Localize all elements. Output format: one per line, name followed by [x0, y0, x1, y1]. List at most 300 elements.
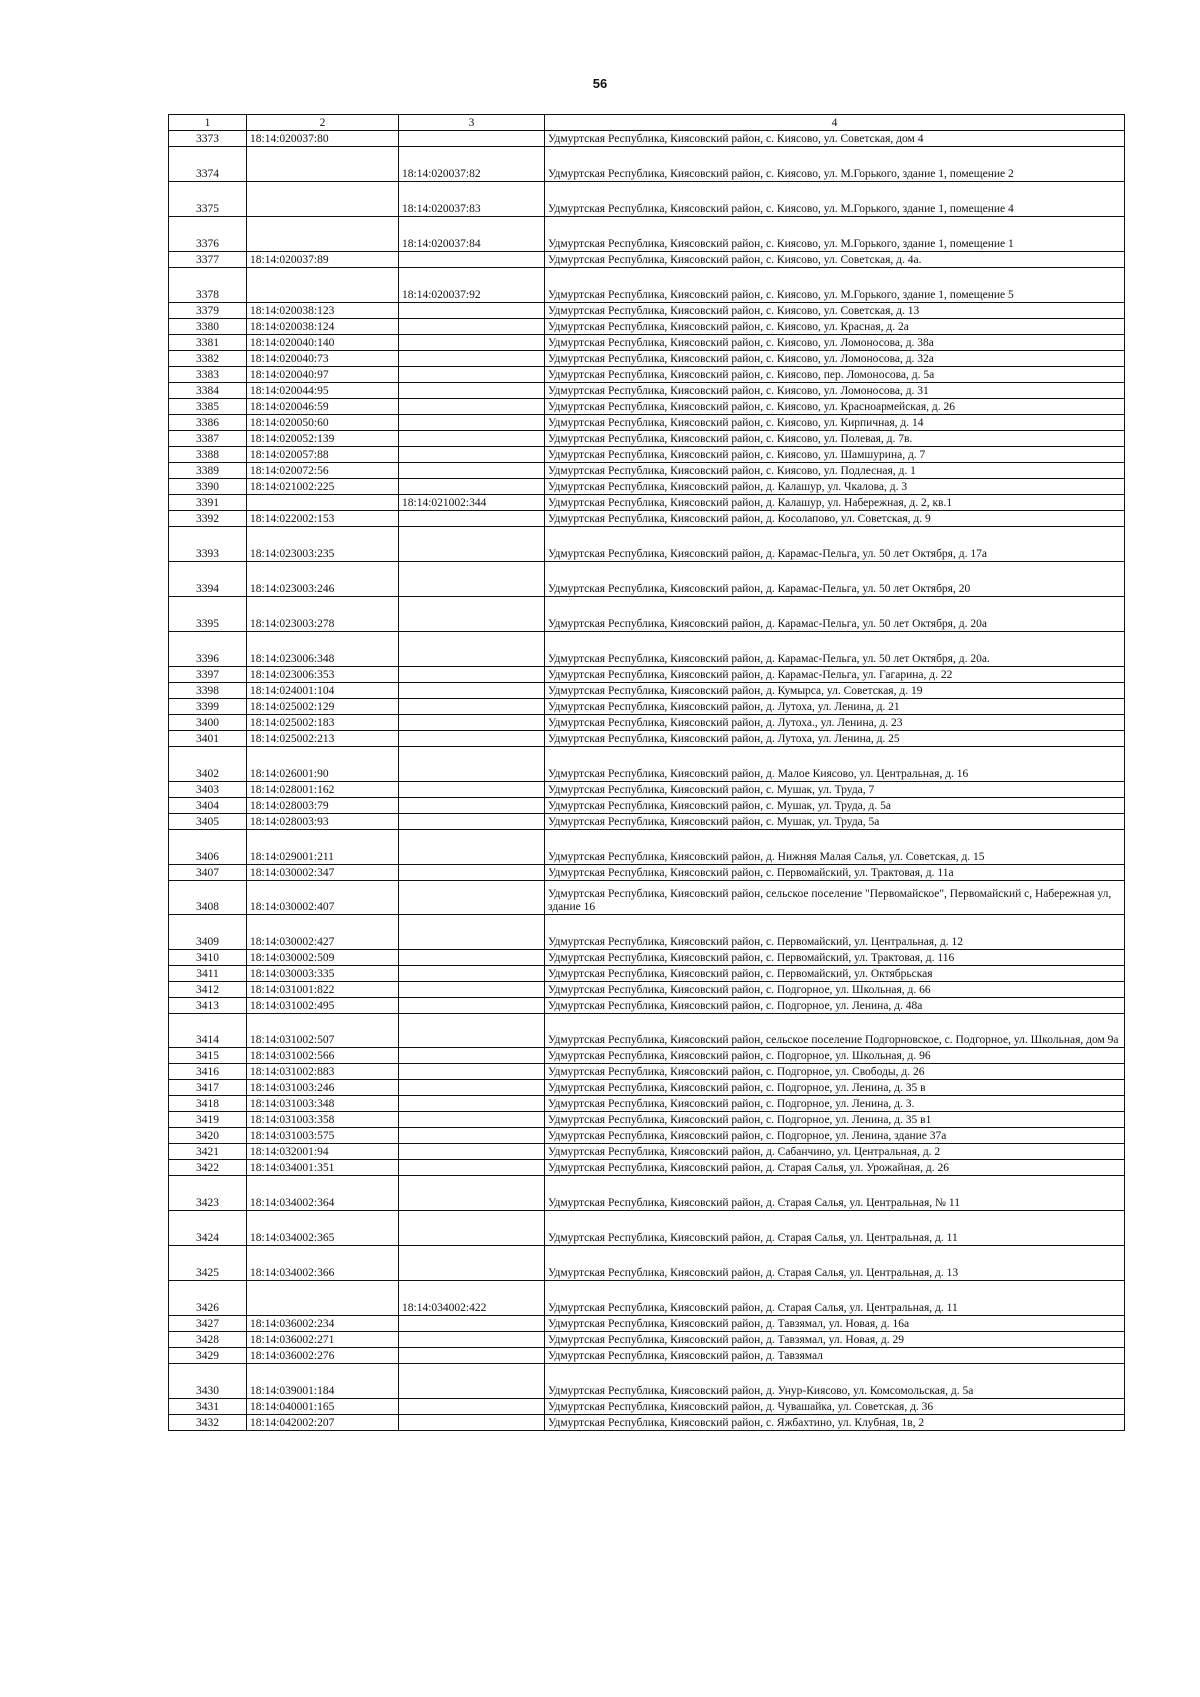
cadastral-number-cell: 18:14:031002:495 — [247, 998, 399, 1014]
row-number-cell: 3374 — [169, 147, 247, 182]
row-number-cell: 3425 — [169, 1246, 247, 1281]
building-cadastral-cell — [399, 1364, 545, 1399]
building-cadastral-cell — [399, 683, 545, 699]
table-row — [169, 182, 1125, 217]
building-cadastral-cell: 18:14:020037:83 — [399, 182, 545, 217]
column-header-3: 3 — [399, 115, 545, 131]
table-row — [169, 814, 1125, 830]
building-cadastral-cell — [399, 1128, 545, 1144]
address-cell: Удмуртская Республика, Киясовский район, с. Первомайский, ул. Трактовая, д. 11а — [545, 865, 1125, 881]
address-cell: Удмуртская Республика, Киясовский район, с. Киясово, ул. Шамшурина, д. 7 — [545, 447, 1125, 463]
cadastral-number-cell: 18:14:030002:347 — [247, 865, 399, 881]
row-number-cell: 3415 — [169, 1048, 247, 1064]
row-number-cell: 3418 — [169, 1096, 247, 1112]
cadastral-number-cell: 18:14:031001:822 — [247, 982, 399, 998]
table-row — [169, 463, 1125, 479]
table-row — [169, 562, 1125, 597]
building-cadastral-cell — [399, 1112, 545, 1128]
cadastral-number-cell: 18:14:020038:123 — [247, 303, 399, 319]
cadastral-number-cell: 18:14:031003:348 — [247, 1096, 399, 1112]
table-row — [169, 1014, 1125, 1048]
row-number-cell: 3375 — [169, 182, 247, 217]
cadastral-number-cell — [247, 217, 399, 252]
table-row — [169, 1096, 1125, 1112]
table-row — [169, 1064, 1125, 1080]
building-cadastral-cell — [399, 1048, 545, 1064]
table-row — [169, 335, 1125, 351]
address-cell: Удмуртская Республика, Киясовский район, д. Чувашайка, ул. Советская, д. 36 — [545, 1399, 1125, 1415]
building-cadastral-cell — [399, 1211, 545, 1246]
row-number-cell: 3410 — [169, 950, 247, 966]
cadastral-number-cell: 18:14:023006:353 — [247, 667, 399, 683]
table-row — [169, 1080, 1125, 1096]
cadastral-number-cell: 18:14:036002:271 — [247, 1332, 399, 1348]
address-cell: Удмуртская Республика, Киясовский район, с. Киясово, ул. Советская, дом 4 — [545, 131, 1125, 147]
building-cadastral-cell — [399, 319, 545, 335]
cadastral-number-cell: 18:14:020040:73 — [247, 351, 399, 367]
row-number-cell: 3378 — [169, 268, 247, 303]
address-cell: Удмуртская Республика, Киясовский район, с. Подгорное, ул. Школьная, д. 96 — [545, 1048, 1125, 1064]
address-cell: Удмуртская Республика, Киясовский район, д. Лутоха, ул. Ленина, д. 21 — [545, 699, 1125, 715]
building-cadastral-cell — [399, 1415, 545, 1431]
address-cell: Удмуртская Республика, Киясовский район, д. Тавзямал — [545, 1348, 1125, 1364]
building-cadastral-cell — [399, 415, 545, 431]
row-number-cell: 3411 — [169, 966, 247, 982]
address-cell: Удмуртская Республика, Киясовский район, д. Карамас-Пельга, ул. Гагарина, д. 22 — [545, 667, 1125, 683]
building-cadastral-cell — [399, 479, 545, 495]
building-cadastral-cell — [399, 511, 545, 527]
row-number-cell: 3399 — [169, 699, 247, 715]
building-cadastral-cell — [399, 1080, 545, 1096]
cadastral-number-cell: 18:14:031003:575 — [247, 1128, 399, 1144]
cadastral-number-cell: 18:14:032001:94 — [247, 1144, 399, 1160]
table-row — [169, 1144, 1125, 1160]
row-number-cell: 3376 — [169, 217, 247, 252]
table-row — [169, 1176, 1125, 1211]
row-number-cell: 3417 — [169, 1080, 247, 1096]
building-cadastral-cell — [399, 998, 545, 1014]
row-number-cell: 3406 — [169, 830, 247, 865]
address-cell: Удмуртская Республика, Киясовский район, с. Киясово, ул. Подлесная, д. 1 — [545, 463, 1125, 479]
address-cell: Удмуртская Республика, Киясовский район, с. Киясово, ул. М.Горького, здание 1, помещение 5 — [545, 268, 1125, 303]
table-row — [169, 431, 1125, 447]
table-row — [169, 1348, 1125, 1364]
address-cell: Удмуртская Республика, Киясовский район, д. Тавзямал, ул. Новая, д. 29 — [545, 1332, 1125, 1348]
address-cell: Удмуртская Республика, Киясовский район, с. Киясово, ул. Полевая, д. 7в. — [545, 431, 1125, 447]
row-number-cell: 3424 — [169, 1211, 247, 1246]
row-number-cell: 3384 — [169, 383, 247, 399]
row-number-cell: 3379 — [169, 303, 247, 319]
address-cell: Удмуртская Республика, Киясовский район, с. Подгорное, ул. Ленина, д. 35 в1 — [545, 1112, 1125, 1128]
building-cadastral-cell — [399, 383, 545, 399]
address-cell: Удмуртская Республика, Киясовский район, д. Карамас-Пельга, ул. 50 лет Октября, д. 20а — [545, 597, 1125, 632]
cadastral-number-cell: 18:14:020037:89 — [247, 252, 399, 268]
building-cadastral-cell — [399, 303, 545, 319]
address-cell: Удмуртская Республика, Киясовский район, д. Калашур, ул. Чкалова, д. 3 — [545, 479, 1125, 495]
building-cadastral-cell — [399, 562, 545, 597]
table-row — [169, 268, 1125, 303]
address-cell: Удмуртская Республика, Киясовский район, с. Подгорное, ул. Ленина, д. 48а — [545, 998, 1125, 1014]
address-cell: Удмуртская Республика, Киясовский район, д. Сабанчино, ул. Центральная, д. 2 — [545, 1144, 1125, 1160]
cadastral-number-cell: 18:14:020046:59 — [247, 399, 399, 415]
row-number-cell: 3423 — [169, 1176, 247, 1211]
building-cadastral-cell — [399, 881, 545, 915]
table-row — [169, 1048, 1125, 1064]
column-header-1: 1 — [169, 115, 247, 131]
table-row — [169, 865, 1125, 881]
cadastral-number-cell: 18:14:020052:139 — [247, 431, 399, 447]
table-row — [169, 597, 1125, 632]
cadastral-number-cell: 18:14:025002:183 — [247, 715, 399, 731]
cadastral-number-cell: 18:14:020038:124 — [247, 319, 399, 335]
row-number-cell: 3390 — [169, 479, 247, 495]
cadastral-number-cell: 18:14:023003:278 — [247, 597, 399, 632]
row-number-cell: 3426 — [169, 1281, 247, 1316]
table-row — [169, 399, 1125, 415]
row-number-cell: 3414 — [169, 1014, 247, 1048]
building-cadastral-cell — [399, 335, 545, 351]
building-cadastral-cell — [399, 1176, 545, 1211]
building-cadastral-cell — [399, 731, 545, 747]
row-number-cell: 3386 — [169, 415, 247, 431]
row-number-cell: 3431 — [169, 1399, 247, 1415]
building-cadastral-cell: 18:14:034002:422 — [399, 1281, 545, 1316]
cadastral-number-cell: 18:14:022002:153 — [247, 511, 399, 527]
cadastral-number-cell: 18:14:023003:235 — [247, 527, 399, 562]
address-cell: Удмуртская Республика, Киясовский район, с. Подгорное, ул. Ленина, здание 37а — [545, 1128, 1125, 1144]
row-number-cell: 3408 — [169, 881, 247, 915]
row-number-cell: 3393 — [169, 527, 247, 562]
address-cell: Удмуртская Республика, Киясовский район, д. Старая Салья, ул. Центральная, д. 11 — [545, 1281, 1125, 1316]
row-number-cell: 3427 — [169, 1316, 247, 1332]
cadastral-number-cell: 18:14:036002:234 — [247, 1316, 399, 1332]
cadastral-number-cell: 18:14:031002:507 — [247, 1014, 399, 1048]
row-number-cell: 3412 — [169, 982, 247, 998]
table-row — [169, 131, 1125, 147]
address-cell: Удмуртская Республика, Киясовский район, с. Киясово, ул. Советская, д. 4а. — [545, 252, 1125, 268]
row-number-cell: 3398 — [169, 683, 247, 699]
address-cell: Удмуртская Республика, Киясовский район, с. Мушак, ул. Труда, д. 5а — [545, 798, 1125, 814]
cadastral-number-cell: 18:14:025002:213 — [247, 731, 399, 747]
address-cell: Удмуртская Республика, Киясовский район, с. Киясово, ул. Красная, д. 2а — [545, 319, 1125, 335]
cadastral-number-cell: 18:14:028001:162 — [247, 782, 399, 798]
address-cell: Удмуртская Республика, Киясовский район, с. Киясово, ул. Ломоносова, д. 38а — [545, 335, 1125, 351]
row-number-cell: 3395 — [169, 597, 247, 632]
cadastral-number-cell: 18:14:020050:60 — [247, 415, 399, 431]
address-cell: Удмуртская Республика, Киясовский район, д. Тавзямал, ул. Новая, д. 16а — [545, 1316, 1125, 1332]
table-row — [169, 252, 1125, 268]
building-cadastral-cell — [399, 463, 545, 479]
table-row — [169, 798, 1125, 814]
building-cadastral-cell — [399, 950, 545, 966]
row-number-cell: 3400 — [169, 715, 247, 731]
address-cell: Удмуртская Республика, Киясовский район, с. Первомайский, ул. Центральная, д. 12 — [545, 915, 1125, 950]
building-cadastral-cell — [399, 527, 545, 562]
building-cadastral-cell — [399, 131, 545, 147]
row-number-cell: 3380 — [169, 319, 247, 335]
table-row — [169, 747, 1125, 782]
address-cell: Удмуртская Республика, Киясовский район, д. Кумырса, ул. Советская, д. 19 — [545, 683, 1125, 699]
address-cell: Удмуртская Республика, Киясовский район, с. Киясово, пер. Ломоносова, д. 5а — [545, 367, 1125, 383]
table-row — [169, 511, 1125, 527]
row-number-cell: 3387 — [169, 431, 247, 447]
cadastral-number-cell: 18:14:031002:566 — [247, 1048, 399, 1064]
building-cadastral-cell — [399, 632, 545, 667]
table-row — [169, 715, 1125, 731]
table-row — [169, 1364, 1125, 1399]
table-row — [169, 303, 1125, 319]
table-row — [169, 881, 1125, 915]
row-number-cell: 3422 — [169, 1160, 247, 1176]
address-cell: Удмуртская Республика, Киясовский район, д. Старая Салья, ул. Центральная, № 11 — [545, 1176, 1125, 1211]
building-cadastral-cell — [399, 699, 545, 715]
address-cell: Удмуртская Республика, Киясовский район, с. Киясово, ул. Советская, д. 13 — [545, 303, 1125, 319]
cadastral-number-cell: 18:14:036002:276 — [247, 1348, 399, 1364]
address-cell: Удмуртская Республика, Киясовский район, д. Малое Киясово, ул. Центральная, д. 16 — [545, 747, 1125, 782]
cadastral-number-cell: 18:14:029001:211 — [247, 830, 399, 865]
table-row — [169, 830, 1125, 865]
page-number: 56 — [592, 76, 608, 91]
cadastral-number-cell: 18:14:042002:207 — [247, 1415, 399, 1431]
table-row — [169, 495, 1125, 511]
row-number-cell: 3404 — [169, 798, 247, 814]
row-number-cell: 3392 — [169, 511, 247, 527]
table-row — [169, 319, 1125, 335]
address-cell: Удмуртская Республика, Киясовский район, с. Мушак, ул. Труда, 7 — [545, 782, 1125, 798]
table-body — [169, 131, 1125, 1431]
row-number-cell: 3420 — [169, 1128, 247, 1144]
address-cell: Удмуртская Республика, Киясовский район, с. Мушак, ул. Труда, 5а — [545, 814, 1125, 830]
address-cell: Удмуртская Республика, Киясовский район, с. Подгорное, ул. Ленина, д. 35 в — [545, 1080, 1125, 1096]
row-number-cell: 3397 — [169, 667, 247, 683]
table-row — [169, 998, 1125, 1014]
address-cell: Удмуртская Республика, Киясовский район, с. Подгорное, ул. Ленина, д. 3. — [545, 1096, 1125, 1112]
cadastral-number-cell: 18:14:040001:165 — [247, 1399, 399, 1415]
row-number-cell: 3383 — [169, 367, 247, 383]
cadastral-number-cell — [247, 268, 399, 303]
cadastral-number-cell: 18:14:028003:79 — [247, 798, 399, 814]
address-cell: Удмуртская Республика, Киясовский район, сельское поселение Подгорновское, с. Подгорное, ул. Школьная, дом 9а — [545, 1014, 1125, 1048]
cadastral-number-cell: 18:14:028003:93 — [247, 814, 399, 830]
address-cell: Удмуртская Республика, Киясовский район, с. Киясово, ул. Ломоносова, д. 32а — [545, 351, 1125, 367]
table-row — [169, 915, 1125, 950]
table-row — [169, 217, 1125, 252]
table-row — [169, 1211, 1125, 1246]
table-row — [169, 1332, 1125, 1348]
row-number-cell: 3413 — [169, 998, 247, 1014]
building-cadastral-cell — [399, 351, 545, 367]
building-cadastral-cell — [399, 447, 545, 463]
cadastral-number-cell: 18:14:034001:351 — [247, 1160, 399, 1176]
building-cadastral-cell — [399, 966, 545, 982]
building-cadastral-cell — [399, 814, 545, 830]
table-row — [169, 479, 1125, 495]
column-header-4: 4 — [545, 115, 1125, 131]
building-cadastral-cell — [399, 667, 545, 683]
address-cell: Удмуртская Республика, Киясовский район, с. Яжбахтино, ул. Клубная, 1в, 2 — [545, 1415, 1125, 1431]
building-cadastral-cell: 18:14:020037:84 — [399, 217, 545, 252]
address-cell: Удмуртская Республика, Киясовский район, с. Киясово, ул. Кирпичная, д. 14 — [545, 415, 1125, 431]
cadastral-number-cell: 18:14:020037:80 — [247, 131, 399, 147]
row-number-cell: 3430 — [169, 1364, 247, 1399]
address-cell: Удмуртская Республика, Киясовский район, д. Старая Салья, ул. Центральная, д. 11 — [545, 1211, 1125, 1246]
building-cadastral-cell — [399, 747, 545, 782]
cadastral-number-cell: 18:14:031003:246 — [247, 1080, 399, 1096]
table-row — [169, 447, 1125, 463]
address-cell: Удмуртская Республика, Киясовский район, с. Киясово, ул. М.Горького, здание 1, помещение 4 — [545, 182, 1125, 217]
cadastral-number-cell: 18:14:030002:427 — [247, 915, 399, 950]
cadastral-number-cell: 18:14:030002:407 — [247, 881, 399, 915]
cadastral-number-cell: 18:14:039001:184 — [247, 1364, 399, 1399]
table-row — [169, 1415, 1125, 1431]
address-cell: Удмуртская Республика, Киясовский район, сельское поселение "Первомайское", Первомайский с, Набережная ул, здание 16 — [545, 881, 1125, 915]
address-cell: Удмуртская Республика, Киясовский район, с. Подгорное, ул. Школьная, д. 66 — [545, 982, 1125, 998]
address-cell: Удмуртская Республика, Киясовский район, с. Киясово, ул. М.Горького, здание 1, помещение 2 — [545, 147, 1125, 182]
building-cadastral-cell — [399, 1144, 545, 1160]
building-cadastral-cell: 18:14:021002:344 — [399, 495, 545, 511]
address-cell: Удмуртская Республика, Киясовский район, с. Подгорное, ул. Свободы, д. 26 — [545, 1064, 1125, 1080]
address-cell: Удмуртская Республика, Киясовский район, д. Лутоха, ул. Ленина, д. 25 — [545, 731, 1125, 747]
table-row — [169, 1160, 1125, 1176]
building-cadastral-cell — [399, 830, 545, 865]
building-cadastral-cell — [399, 252, 545, 268]
address-cell: Удмуртская Республика, Киясовский район, д. Калашур, ул. Набережная, д. 2, кв.1 — [545, 495, 1125, 511]
table-row — [169, 527, 1125, 562]
building-cadastral-cell — [399, 1096, 545, 1112]
address-cell: Удмуртская Республика, Киясовский район, с. Киясово, ул. М.Горького, здание 1, помещение 1 — [545, 217, 1125, 252]
building-cadastral-cell — [399, 715, 545, 731]
column-header-2: 2 — [247, 115, 399, 131]
cadastral-number-cell: 18:14:020040:140 — [247, 335, 399, 351]
table-row — [169, 351, 1125, 367]
table-row — [169, 966, 1125, 982]
table-row — [169, 1112, 1125, 1128]
cadastral-number-cell: 18:14:031003:358 — [247, 1112, 399, 1128]
building-cadastral-cell — [399, 798, 545, 814]
cadastral-number-cell: 18:14:034002:366 — [247, 1246, 399, 1281]
row-number-cell: 3391 — [169, 495, 247, 511]
cadastral-number-cell: 18:14:021002:225 — [247, 479, 399, 495]
table-row — [169, 1281, 1125, 1316]
row-number-cell: 3421 — [169, 1144, 247, 1160]
row-number-cell: 3419 — [169, 1112, 247, 1128]
table-row — [169, 1316, 1125, 1332]
row-number-cell: 3377 — [169, 252, 247, 268]
building-cadastral-cell — [399, 1348, 545, 1364]
cadastral-number-cell: 18:14:026001:90 — [247, 747, 399, 782]
building-cadastral-cell — [399, 367, 545, 383]
cadastral-number-cell — [247, 182, 399, 217]
row-number-cell: 3373 — [169, 131, 247, 147]
building-cadastral-cell — [399, 1014, 545, 1048]
building-cadastral-cell — [399, 1332, 545, 1348]
row-number-cell: 3428 — [169, 1332, 247, 1348]
cadastral-number-cell: 18:14:020040:97 — [247, 367, 399, 383]
row-number-cell: 3388 — [169, 447, 247, 463]
table-row — [169, 1246, 1125, 1281]
address-cell: Удмуртская Республика, Киясовский район, с. Киясово, ул. Ломоносова, д. 31 — [545, 383, 1125, 399]
row-number-cell: 3409 — [169, 915, 247, 950]
table-row — [169, 632, 1125, 667]
cadastral-number-cell: 18:14:034002:365 — [247, 1211, 399, 1246]
building-cadastral-cell — [399, 982, 545, 998]
row-number-cell: 3416 — [169, 1064, 247, 1080]
cadastral-number-cell: 18:14:020057:88 — [247, 447, 399, 463]
table-row — [169, 982, 1125, 998]
table-row — [169, 731, 1125, 747]
address-cell: Удмуртская Республика, Киясовский район, д. Унур-Киясово, ул. Комсомольская, д. 5а — [545, 1364, 1125, 1399]
cadastral-number-cell: 18:14:034002:364 — [247, 1176, 399, 1211]
building-cadastral-cell — [399, 915, 545, 950]
cadastral-number-cell: 18:14:023006:348 — [247, 632, 399, 667]
row-number-cell: 3389 — [169, 463, 247, 479]
row-number-cell: 3385 — [169, 399, 247, 415]
table-row — [169, 367, 1125, 383]
building-cadastral-cell — [399, 1399, 545, 1415]
row-number-cell: 3403 — [169, 782, 247, 798]
cadastral-number-cell: 18:14:020072:56 — [247, 463, 399, 479]
row-number-cell: 3381 — [169, 335, 247, 351]
address-cell: Удмуртская Республика, Киясовский район, д. Старая Салья, ул. Центральная, д. 13 — [545, 1246, 1125, 1281]
table-row — [169, 683, 1125, 699]
address-cell: Удмуртская Республика, Киясовский район, д. Лутоха., ул. Ленина, д. 23 — [545, 715, 1125, 731]
cadastral-number-cell — [247, 495, 399, 511]
row-number-cell: 3396 — [169, 632, 247, 667]
row-number-cell: 3405 — [169, 814, 247, 830]
row-number-cell: 3382 — [169, 351, 247, 367]
table-row — [169, 383, 1125, 399]
cadastral-number-cell: 18:14:020044:95 — [247, 383, 399, 399]
address-cell: Удмуртская Республика, Киясовский район, д. Косолапово, ул. Советская, д. 9 — [545, 511, 1125, 527]
cadastral-number-cell: 18:14:023003:246 — [247, 562, 399, 597]
address-cell: Удмуртская Республика, Киясовский район, с. Первомайский, ул. Октябрьская — [545, 966, 1125, 982]
address-cell: Удмуртская Республика, Киясовский район, д. Карамас-Пельга, ул. 50 лет Октября, д. 17а — [545, 527, 1125, 562]
building-cadastral-cell — [399, 399, 545, 415]
table-row — [169, 415, 1125, 431]
building-cadastral-cell — [399, 1246, 545, 1281]
cadastral-number-cell — [247, 1281, 399, 1316]
address-cell: Удмуртская Республика, Киясовский район, д. Карамас-Пельга, ул. 50 лет Октября, д. 20а. — [545, 632, 1125, 667]
building-cadastral-cell — [399, 865, 545, 881]
row-number-cell: 3432 — [169, 1415, 247, 1431]
address-cell: Удмуртская Республика, Киясовский район, д. Нижняя Малая Салья, ул. Советская, д. 15 — [545, 830, 1125, 865]
table-row — [169, 147, 1125, 182]
table-row — [169, 950, 1125, 966]
row-number-cell: 3401 — [169, 731, 247, 747]
row-number-cell: 3429 — [169, 1348, 247, 1364]
cadastral-number-cell — [247, 147, 399, 182]
building-cadastral-cell — [399, 782, 545, 798]
row-number-cell: 3407 — [169, 865, 247, 881]
address-cell: Удмуртская Республика, Киясовский район, с. Первомайский, ул. Трактовая, д. 116 — [545, 950, 1125, 966]
cadastral-number-cell: 18:14:030003:335 — [247, 966, 399, 982]
table-row — [169, 1128, 1125, 1144]
table-row — [169, 1399, 1125, 1415]
address-cell: Удмуртская Республика, Киясовский район, с. Киясово, ул. Красноармейская, д. 26 — [545, 399, 1125, 415]
property-register-table — [168, 114, 1125, 1431]
table-row — [169, 667, 1125, 683]
building-cadastral-cell — [399, 1160, 545, 1176]
table-header-row — [169, 115, 1125, 131]
building-cadastral-cell: 18:14:020037:92 — [399, 268, 545, 303]
address-cell: Удмуртская Республика, Киясовский район, д. Карамас-Пельга, ул. 50 лет Октября, 20 — [545, 562, 1125, 597]
building-cadastral-cell — [399, 431, 545, 447]
table-row — [169, 782, 1125, 798]
table-row — [169, 699, 1125, 715]
building-cadastral-cell — [399, 597, 545, 632]
row-number-cell: 3394 — [169, 562, 247, 597]
cadastral-number-cell: 18:14:024001:104 — [247, 683, 399, 699]
